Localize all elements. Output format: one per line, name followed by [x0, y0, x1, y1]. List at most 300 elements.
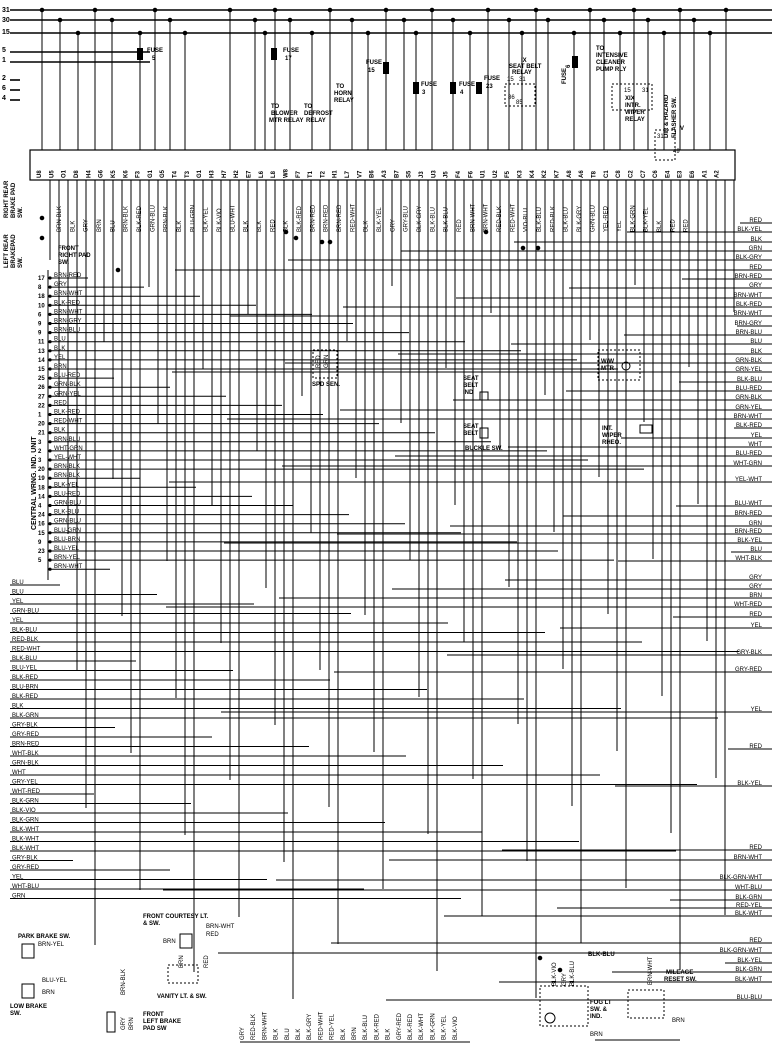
connector-pin: G1	[147, 169, 154, 178]
svg-text:BLK-BLU: BLK-BLU	[588, 952, 615, 958]
connector-pin: A1	[702, 170, 709, 178]
connector-pin: H4	[86, 170, 93, 178]
svg-text:SPD SEN.: SPD SEN.	[312, 382, 341, 388]
svg-text:FUSE: FUSE	[562, 67, 568, 84]
svg-text:RIGHT PAD: RIGHT PAD	[58, 253, 91, 259]
junction-dot	[521, 246, 525, 250]
bottom-wire-label: BLK-BLU	[363, 1014, 370, 1040]
pin-wire-label: BLK-BLU	[54, 509, 80, 516]
svg-text:WIPER: WIPER	[625, 110, 645, 116]
pin-dot	[48, 276, 51, 279]
svg-text:SEAT BELT: SEAT BELT	[509, 64, 542, 70]
svg-text:85: 85	[516, 100, 523, 106]
top-wire-label: BLK-BLU	[430, 206, 437, 232]
pin-wire-label: BRN-WHT	[54, 564, 83, 571]
svg-text:GRY: GRY	[562, 973, 568, 986]
right-wire-label: BLU-WHT	[734, 501, 762, 507]
svg-text:BUCKLE SW.: BUCKLE SW.	[465, 446, 503, 452]
pin-number: 2	[38, 448, 42, 455]
right-wire-label: BLK	[750, 237, 762, 243]
bus-label-31: 31	[2, 7, 10, 14]
top-wire-labels	[57, 203, 690, 232]
connector-pin: K6	[123, 170, 130, 178]
connector-pin: E6	[690, 170, 697, 178]
top-wire-label: BLK	[257, 220, 263, 232]
pin-wire-label: BLU-RED	[54, 491, 81, 498]
fuse-5	[137, 48, 163, 62]
pin-dot	[48, 568, 51, 571]
left-bottom-label: BLU-BRN	[12, 684, 39, 691]
pin-wire-label: YEL-WHT	[54, 455, 81, 461]
pin-dot	[48, 295, 51, 298]
svg-text:RIGHT REAR: RIGHT REAR	[4, 180, 10, 218]
top-wire-label: BRN	[97, 219, 103, 232]
connector-pin: B7	[394, 170, 401, 178]
right-wire-label: GRY	[749, 575, 762, 581]
svg-text:BELT: BELT	[463, 383, 479, 389]
connector-pin: U1	[480, 170, 487, 178]
connector-pin: K3	[517, 170, 524, 178]
top-wire-label: BLK	[177, 220, 183, 232]
top-wire-label: BLK	[243, 220, 250, 232]
pin-wire-label: BLU-GRN	[54, 527, 82, 534]
svg-text:FRONT: FRONT	[143, 1012, 164, 1018]
mileage-reset-switch	[628, 956, 697, 1024]
pin-number: 18	[38, 485, 45, 492]
svg-text:BRN-WHT: BRN-WHT	[206, 924, 235, 930]
top-wire-label: BRN-RED	[323, 204, 330, 232]
bottom-wire-label: BRN	[352, 1027, 358, 1040]
pin-number: 16	[38, 521, 45, 528]
svg-text:FUSE: FUSE	[147, 48, 164, 54]
left-bottom-label: BLK-BLU	[12, 627, 38, 634]
pin-number: 20	[38, 467, 45, 474]
junction-dot	[294, 236, 298, 240]
pin-number: 10	[38, 303, 45, 310]
connector-pin: E7	[246, 170, 253, 178]
pin-dot	[48, 513, 51, 516]
left-bottom-label: BLK-GRN	[12, 817, 39, 824]
pin-wire-label: BLK	[54, 427, 66, 434]
connector-pin: U8	[37, 170, 43, 178]
svg-text:RED: RED	[316, 355, 322, 368]
right-wire-label: BLK-RED	[735, 423, 762, 429]
pin-dot	[48, 395, 51, 398]
right-wire-label: BRN-WHT	[733, 855, 762, 861]
top-wire-label: BRN-WHT	[483, 203, 490, 232]
front-left-brake-pad	[107, 969, 181, 1032]
top-wire-label: RED	[683, 219, 690, 232]
pin-number: 18	[38, 294, 45, 301]
fuse-4	[450, 82, 475, 96]
bottom-wire-labels	[240, 1011, 459, 1040]
connector-pin: H2	[234, 170, 241, 178]
top-wire-label: YEL-RED	[603, 205, 610, 232]
pin-number: 9	[38, 539, 42, 546]
right-wire-label: BLK-WHT	[735, 911, 762, 917]
right-wire-label: BLU	[750, 547, 762, 553]
svg-text:IND.: IND.	[590, 1014, 602, 1020]
bus-labels	[2, 7, 10, 102]
bottom-wire-label: RED-BLK	[251, 1013, 258, 1040]
top-wire-label: BLK-GRY	[417, 205, 423, 232]
connector-pin: O1	[61, 169, 68, 178]
pin-wire-label: GRN-YEL	[54, 391, 81, 398]
svg-text:RHEO.: RHEO.	[602, 440, 622, 446]
right-wire-label: BRN-WHT	[733, 311, 762, 317]
right-wire-label: BLK-WHT	[735, 977, 762, 983]
top-wire-label: GRY	[83, 219, 90, 232]
pin-dot	[48, 449, 51, 452]
pin-dot	[48, 468, 51, 471]
front-courtesy-light	[143, 914, 235, 948]
pin-number: 14	[38, 494, 45, 501]
pin-dot	[48, 313, 51, 316]
svg-text:VANITY LT. & SW.: VANITY LT. & SW.	[157, 994, 207, 1000]
left-bottom-label: BRN-RED	[12, 741, 40, 748]
left-bottom-wire-labels	[12, 580, 41, 900]
bus-label-1: 1	[2, 57, 6, 64]
connector-pin: L8	[271, 170, 278, 178]
svg-text:BLK-VIO: BLK-VIO	[552, 962, 558, 986]
bottom-brn-label: BRN	[590, 1032, 603, 1038]
right-wire-label: BRN-WHT	[733, 414, 762, 420]
connector-pin: G1	[197, 169, 204, 178]
left-bottom-label: GRY-RED	[12, 732, 40, 738]
svg-text:SW.: SW.	[10, 1011, 22, 1017]
connector-pin: J5	[443, 171, 450, 178]
right-wire-label: RED-YEL	[735, 903, 762, 909]
pin-number: 24	[38, 512, 45, 519]
pin-wire-label: GRY	[54, 282, 67, 289]
svg-text:FOG LT: FOG LT	[590, 1000, 612, 1006]
connector-pin: S5	[406, 170, 413, 178]
connector-pin: T8	[591, 170, 598, 178]
top-wire-label: BLK-YEL	[203, 207, 210, 232]
top-wire-label: BLK	[363, 220, 370, 232]
svg-text:PUMP RLY: PUMP RLY	[596, 67, 627, 73]
bus-label-5: 5	[2, 47, 6, 54]
left-bottom-label: BLK-RED	[12, 675, 39, 681]
fuse-3	[413, 82, 437, 96]
connector-pin: L7	[345, 170, 352, 178]
right-wire-label: BLU-BLU	[736, 995, 762, 1001]
top-wire-label: RED	[457, 219, 463, 232]
pin-wire-label: BRN-WHT	[54, 309, 83, 316]
left-bottom-label: GRY-BLK	[12, 855, 38, 862]
left-bottom-label: BLK-WHT	[12, 846, 39, 852]
connector-pin: T2	[320, 170, 327, 178]
pin-number: 26	[38, 385, 45, 392]
connector-pin: K5	[110, 170, 117, 178]
connector-pin: F3	[135, 170, 142, 178]
right-wire-label: BRN-WHT	[733, 293, 762, 299]
pin-wire-label: BRN-BLU	[54, 436, 81, 443]
right-wire-label: WHT-BLK	[735, 556, 762, 562]
right-wire-label: BLU-RED	[735, 451, 762, 457]
svg-text:FUSE: FUSE	[366, 60, 383, 66]
top-wire-label: BLK	[657, 220, 663, 232]
connector-pin: F5	[505, 170, 512, 178]
svg-text:6: 6	[566, 64, 572, 68]
junction-dot	[558, 968, 562, 972]
left-bottom-label: BLK-GRN	[12, 713, 39, 719]
right-wire-label: BRN-BLU	[735, 330, 762, 336]
svg-text:FRONT: FRONT	[58, 246, 79, 252]
svg-text:SEAT: SEAT	[463, 376, 479, 382]
pin-wire-label: BRN-RED	[54, 273, 82, 279]
pin-dot	[48, 304, 51, 307]
low-brake-switch	[10, 978, 68, 1017]
pin-dot	[48, 413, 51, 416]
bottom-wire-label: BLK-VIO	[452, 1016, 459, 1040]
pin-number: 5	[38, 558, 42, 565]
svg-text:TO: TO	[336, 84, 345, 90]
top-wire-label: RED-BLK	[550, 205, 557, 232]
seat-belt-buckle	[463, 424, 503, 452]
right-wire-label: WHT	[748, 442, 762, 448]
pin-wire-label: GRN-BLU	[54, 500, 82, 507]
right-wire-label: BLK	[750, 349, 762, 355]
left-bottom-label: YEL	[12, 618, 24, 624]
right-wire-label: GRN-YEL	[735, 367, 762, 373]
svg-text:MTR RELAY: MTR RELAY	[269, 118, 304, 124]
connector-pin: H3	[209, 170, 216, 178]
connector-pin: U3	[431, 170, 438, 178]
connector-pin: C7	[640, 170, 647, 178]
svg-text:SW.: SW.	[58, 260, 70, 266]
connector-pin: U2	[492, 170, 499, 178]
left-bottom-label: BLK	[12, 703, 24, 710]
connector-pin: W8	[283, 169, 290, 178]
left-bottom-label: RED-BLK	[12, 637, 39, 643]
svg-text:BLK-BLU: BLK-BLU	[570, 960, 576, 986]
right-wire-label: BLK-GRN-WHT	[719, 948, 762, 954]
svg-text:4: 4	[460, 90, 464, 96]
connector-pin: L6	[258, 170, 265, 178]
right-wire-label: BLK-GRY	[735, 255, 762, 261]
connector-pin: G6	[98, 169, 105, 178]
top-wire-label: BLK-VIO	[217, 208, 223, 232]
right-wire-label: YEL-WHT	[735, 477, 762, 483]
connector-pin: K7	[554, 170, 561, 178]
junction-dot	[40, 236, 44, 240]
pin-number: 17	[38, 276, 45, 282]
svg-text:RED: RED	[204, 955, 210, 968]
svg-text:LOW BRAKE: LOW BRAKE	[10, 1004, 47, 1010]
right-wire-label: GRY	[749, 584, 762, 590]
svg-text:RELAY: RELAY	[306, 118, 326, 124]
bottom-wire-label: BLK-GRY	[307, 1013, 314, 1040]
pin-number: 20	[38, 421, 45, 428]
svg-text:RED: RED	[206, 932, 219, 938]
connector-pin: A6	[579, 170, 586, 178]
connector-pin: A3	[382, 170, 388, 178]
svg-text:BRN: BRN	[42, 990, 55, 996]
junction-dot	[40, 216, 44, 220]
svg-text:TO: TO	[304, 104, 313, 110]
int-wiper-rheo	[602, 425, 652, 446]
connector-pin: F4	[455, 170, 462, 178]
svg-text:BRN: BRN	[179, 955, 185, 968]
pin-wire-label: BRN-BLK	[54, 464, 81, 471]
junction-dot	[536, 246, 540, 250]
top-wire-label: GRY-BLU	[403, 205, 410, 232]
pin-number: 25	[38, 376, 45, 383]
pin-number: 9	[38, 330, 42, 337]
svg-text:FUSE: FUSE	[484, 76, 501, 82]
svg-text:DEFROST: DEFROST	[304, 111, 333, 117]
bus-lines	[10, 10, 772, 100]
pin-number: 3	[38, 458, 42, 464]
right-wire-label: BLU-RED	[735, 386, 762, 392]
bottom-wire-label: BRN-WHT	[262, 1011, 269, 1040]
svg-text:FRONT COURTESY LT.: FRONT COURTESY LT.	[143, 914, 209, 920]
svg-text:SEAT: SEAT	[463, 424, 479, 430]
svg-text:GRN: GRN	[324, 354, 330, 368]
svg-text:FUSE: FUSE	[459, 82, 476, 88]
svg-text:49: 49	[673, 149, 680, 155]
svg-text:BRN: BRN	[672, 1018, 685, 1024]
svg-text:BLU-YEL: BLU-YEL	[42, 978, 68, 984]
pin-wire-label: RED	[54, 400, 67, 407]
top-wire-label: RED-WHT	[350, 203, 357, 232]
connector-pin: J3	[418, 171, 425, 178]
svg-text:LEFT REAR: LEFT REAR	[4, 234, 10, 268]
svg-text:86: 86	[508, 95, 515, 101]
bottom-wire-label: BLK	[385, 1028, 392, 1040]
svg-text:FUSE: FUSE	[421, 82, 438, 88]
left-bottom-label: GRN-BLU	[12, 608, 40, 615]
pin-wire-label: BRN-WHT	[54, 291, 83, 298]
top-wire-label: VIO-BLU	[523, 207, 530, 232]
svg-text:BRN-BLK: BRN-BLK	[121, 968, 127, 995]
pin-wire-label: BRN-GRY	[54, 318, 82, 325]
right-wire-label: BLK-GRN	[735, 967, 762, 973]
pin-dot	[48, 358, 51, 361]
svg-text:RESET SW.: RESET SW.	[664, 977, 697, 983]
top-wire-label: GRY	[390, 219, 397, 232]
right-wire-label: RED	[749, 845, 762, 851]
svg-text:BELT: BELT	[463, 431, 479, 437]
right-wire-label: GRN	[748, 521, 762, 527]
top-wire-label: BLK	[283, 220, 290, 232]
svg-text:BRN-WHT: BRN-WHT	[648, 956, 654, 985]
top-wire-label: BLK-YEL	[377, 207, 383, 232]
svg-text:W/W: W/W	[601, 359, 614, 365]
pin-dot	[48, 340, 51, 343]
junction-dot	[116, 268, 120, 272]
svg-text:15: 15	[507, 77, 514, 83]
svg-text:BLOWER: BLOWER	[271, 111, 298, 117]
top-wire-label: BLK-BLU	[563, 206, 570, 232]
left-bottom-label: GRY-RED	[12, 865, 40, 871]
fuse-15	[366, 60, 389, 74]
pin-dot	[48, 540, 51, 543]
right-wire-label: BRN	[749, 593, 762, 599]
right-wire-label: BLU	[750, 339, 762, 345]
top-wire-label: BLK-BLU	[537, 206, 543, 232]
top-wire-label: BRN-RED	[310, 204, 317, 232]
svg-text:SW.: SW.	[18, 206, 24, 218]
right-wire-label: GRY	[749, 283, 762, 289]
bottom-wire-label: BLK-WHT	[419, 1013, 426, 1040]
connector-pin: T4	[172, 170, 179, 178]
top-wire-label: BRN-BLK	[163, 205, 170, 232]
svg-text:RELAY: RELAY	[625, 117, 645, 123]
right-wire-label: BLK-YEL	[737, 781, 762, 787]
bottom-wire-label: BLK-YEL	[441, 1015, 448, 1040]
top-wire-label: YEL	[617, 220, 623, 232]
left-bottom-label: BLK-BLU	[12, 656, 38, 662]
svg-text:SW.: SW.	[18, 256, 24, 268]
left-bottom-label: BLU	[12, 580, 24, 586]
left-bottom-label: YEL	[12, 874, 24, 881]
connector-pin: C6	[653, 170, 660, 178]
svg-text:MILEAGE: MILEAGE	[666, 970, 694, 976]
bus-label-2: 2	[2, 75, 6, 82]
pin-dot	[48, 440, 51, 443]
top-wire-label: BRN-BLK	[123, 205, 130, 232]
svg-text:HORN: HORN	[334, 91, 352, 97]
pin-wire-label: BRN-YEL	[54, 555, 81, 562]
svg-text:BRN: BRN	[129, 1017, 135, 1030]
left-bottom-label: GRN	[12, 893, 26, 900]
pin-wire-label: BLK	[54, 345, 66, 352]
pin-number: 21	[38, 430, 45, 437]
svg-text:DIR & HAZARD: DIR & HAZARD	[664, 94, 670, 138]
connector-pin: T1	[308, 170, 315, 178]
pin-number: 15	[38, 367, 45, 373]
bottom-wire-label: BLK	[296, 1028, 302, 1040]
top-wire-label: BRN-BLK	[57, 205, 63, 232]
svg-text:BRN: BRN	[163, 939, 176, 945]
pin-dot	[48, 559, 51, 562]
pin-dot	[48, 549, 51, 552]
pin-dot	[48, 386, 51, 389]
left-bottom-label: BLK-GRN	[12, 798, 39, 805]
right-wire-label: GRN	[748, 246, 762, 252]
pin-dot	[48, 349, 51, 352]
pin-wire-label: BRN-BLU	[54, 327, 81, 334]
pin-dot	[48, 286, 51, 289]
pin-wire-label: BLU-RED	[54, 373, 81, 380]
seat-belt-ind	[463, 376, 488, 400]
bottom-wire-label: BLK-GRN	[430, 1013, 437, 1040]
svg-text:V: V	[680, 126, 685, 132]
left-bottom-label: YEL	[12, 599, 24, 605]
pin-wire-label: BLU-YEL	[54, 546, 80, 552]
central-unit-pin-rows	[38, 273, 83, 571]
pin-number: 3	[38, 439, 42, 446]
pin-dot	[48, 367, 51, 370]
svg-text:INTENSIVE: INTENSIVE	[596, 53, 628, 59]
top-wire-label: BRN-RED	[337, 204, 343, 232]
svg-text:31: 31	[519, 77, 526, 83]
right-wire-label: YEL	[750, 433, 762, 439]
right-wire-label: RED	[749, 218, 762, 224]
pin-number: 9	[38, 321, 42, 328]
top-wire-label: RED-BLK	[497, 205, 503, 232]
top-wire-label: BLK-BLU	[443, 206, 450, 232]
pin-dot	[48, 377, 51, 380]
left-bottom-label: BLK-VIO	[12, 808, 36, 814]
pin-dot	[48, 531, 51, 534]
bottom-wire-label: BLK-RED	[408, 1013, 414, 1040]
left-bottom-label: RED-WHT	[12, 646, 41, 653]
right-wire-label: WHT-BLU	[735, 885, 762, 891]
right-wire-label: BLK-GRN	[735, 895, 762, 901]
